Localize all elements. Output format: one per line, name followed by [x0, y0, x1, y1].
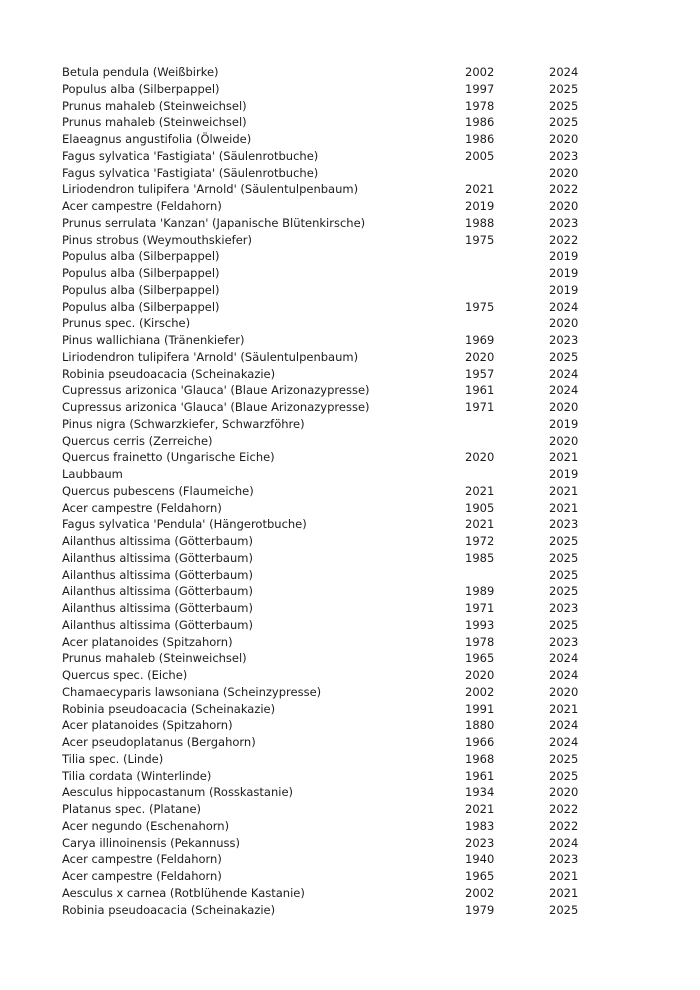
- year-start: [465, 248, 549, 265]
- list-item: [62, 131, 700, 148]
- list-item: [62, 684, 700, 701]
- year-end: 2021: [549, 885, 579, 900]
- year-start: 2002: [465, 684, 495, 699]
- year-end: 2021: [549, 500, 579, 515]
- list-item: [62, 81, 700, 98]
- year-start: [465, 466, 549, 483]
- list-item: [62, 868, 700, 885]
- year-end: 2025: [549, 81, 579, 96]
- year-end: 2020: [549, 132, 579, 146]
- year-end: 2020: [549, 199, 579, 213]
- list-item: [62, 583, 700, 600]
- year-end: 2025: [549, 98, 579, 113]
- year-start: [465, 265, 549, 282]
- year-start: 2002: [465, 65, 495, 79]
- list-item: [62, 315, 700, 332]
- year-start: 1905: [465, 500, 495, 515]
- species-name: Quercus cerris (Zerreiche): [62, 433, 213, 448]
- year-end: 2022: [549, 818, 579, 833]
- list-item: [62, 416, 700, 433]
- year-start: 1979: [465, 902, 495, 917]
- year-end: 2023: [549, 601, 579, 615]
- year-start: [465, 282, 549, 299]
- list-item: [62, 650, 700, 667]
- year-end: 2024: [549, 735, 579, 749]
- list-item: [62, 734, 700, 751]
- year-end: 2020: [549, 316, 579, 331]
- list-item: [62, 148, 700, 165]
- species-name: Populus alba (Silberpappel): [62, 266, 220, 280]
- species-name: Robinia pseudoacacia (Scheinakazie): [62, 366, 276, 381]
- year-end: 2023: [549, 333, 579, 347]
- year-start: 1983: [465, 818, 495, 833]
- year-end: 2019: [549, 416, 579, 431]
- year-start: 2023: [465, 835, 495, 850]
- list-item: [62, 299, 700, 316]
- species-name: Populus alba (Silberpappel): [62, 249, 220, 264]
- species-name: Ailanthus altissima (Götterbaum): [62, 617, 253, 632]
- list-item: [62, 332, 700, 349]
- year-start: 2005: [465, 148, 495, 163]
- list-item: [62, 600, 700, 617]
- list-item: [62, 801, 700, 818]
- species-name: Prunus serrulata 'Kanzan' (Japanische Blütenkirsche): [62, 215, 366, 230]
- species-name: Betula pendula (Weißbirke): [62, 65, 219, 79]
- species-name: Robinia pseudoacacia (Scheinakazie): [62, 701, 276, 716]
- year-end: 2025: [549, 534, 579, 548]
- list-item: [62, 717, 700, 734]
- species-name: Acer campestre (Feldahorn): [62, 852, 222, 867]
- species-name: Acer platanoides (Spitzahorn): [62, 718, 233, 733]
- species-name: Tilia spec. (Linde): [62, 751, 164, 766]
- list-item: [62, 835, 700, 852]
- year-end: 2023: [549, 634, 579, 649]
- year-end: 2024: [549, 366, 579, 381]
- species-name: Acer pseudoplatanus (Bergahorn): [62, 735, 256, 749]
- list-item: [62, 114, 700, 131]
- list-item: [62, 751, 700, 768]
- species-name: Quercus pubescens (Flaumeiche): [62, 483, 254, 498]
- species-name: Cupressus arizonica 'Glauca' (Blaue Arizonazypresse): [62, 383, 370, 398]
- year-start: 2020: [465, 450, 495, 465]
- year-end: 2019: [549, 282, 579, 297]
- list-item: [62, 533, 700, 550]
- list-item: [62, 634, 700, 651]
- species-name: Ailanthus altissima (Götterbaum): [62, 534, 253, 548]
- list-item: [62, 399, 700, 416]
- species-name: Populus alba (Silberpappel): [62, 299, 220, 314]
- species-name: Pinus nigra (Schwarzkiefer, Schwarzföhre): [62, 416, 305, 431]
- year-start: 1940: [465, 852, 495, 867]
- year-start: 1934: [465, 785, 495, 800]
- list-item: [62, 198, 700, 215]
- year-start: 1965: [465, 869, 495, 883]
- list-item: [62, 818, 700, 835]
- year-end: 2024: [549, 835, 579, 850]
- year-start: [465, 567, 549, 584]
- year-start: 1965: [465, 651, 495, 666]
- year-end: 2024: [549, 383, 579, 398]
- year-start: 1978: [465, 634, 495, 649]
- year-end: 2021: [549, 869, 579, 883]
- year-end: 2022: [549, 182, 579, 197]
- species-name: Elaeagnus angustifolia (Ölweide): [62, 132, 252, 146]
- year-end: 2020: [549, 684, 579, 699]
- year-start: [465, 416, 549, 433]
- year-start: [465, 315, 549, 332]
- year-start: 2021: [465, 802, 495, 816]
- year-end: 2024: [549, 668, 579, 682]
- year-start: 1991: [465, 701, 495, 716]
- species-name: Aesculus x carnea (Rotblühende Kastanie): [62, 885, 305, 900]
- year-start: 1969: [465, 333, 495, 347]
- year-start: 1961: [465, 768, 495, 783]
- year-start: 2021: [465, 517, 495, 532]
- year-end: 2021: [549, 483, 579, 498]
- list-item: [62, 567, 700, 584]
- year-end: 2025: [549, 768, 579, 783]
- year-start: 1997: [465, 81, 495, 96]
- list-item: [62, 768, 700, 785]
- list-item: [62, 617, 700, 634]
- year-start: 1993: [465, 617, 495, 632]
- year-start: [465, 165, 549, 182]
- species-name: Acer platanoides (Spitzahorn): [62, 634, 233, 649]
- list-item: [62, 433, 700, 450]
- species-name: Acer campestre (Feldahorn): [62, 199, 222, 213]
- species-name: Aesculus hippocastanum (Rosskastanie): [62, 785, 294, 800]
- species-name: Platanus spec. (Platane): [62, 802, 202, 816]
- year-start: 1968: [465, 751, 495, 766]
- year-end: 2023: [549, 148, 579, 163]
- year-start: 1986: [465, 132, 495, 146]
- year-start: 1975: [465, 232, 495, 247]
- year-end: 2021: [549, 701, 579, 716]
- year-end: 2024: [549, 718, 579, 733]
- list-item: [62, 449, 700, 466]
- species-name: Ailanthus altissima (Götterbaum): [62, 550, 253, 565]
- year-end: 2020: [549, 165, 579, 180]
- species-name: Cupressus arizonica 'Glauca' (Blaue Arizonazypresse): [62, 400, 370, 414]
- year-end: 2025: [549, 115, 579, 130]
- year-end: 2019: [549, 249, 579, 264]
- year-start: 2020: [465, 668, 495, 682]
- list-item: [62, 550, 700, 567]
- year-start: 1880: [465, 718, 495, 733]
- list-item: [62, 902, 700, 919]
- species-name: Fagus sylvatica 'Fastigiata' (Säulenrotbuche): [62, 165, 319, 180]
- year-start: 1985: [465, 550, 495, 565]
- species-name: Fagus sylvatica 'Fastigiata' (Säulenrotbuche): [62, 148, 319, 163]
- year-end: 2023: [549, 215, 579, 230]
- year-end: 2025: [549, 902, 579, 917]
- year-start: 1957: [465, 366, 495, 381]
- list-item: [62, 215, 700, 232]
- year-end: 2025: [549, 751, 579, 766]
- year-end: 2025: [549, 349, 579, 364]
- species-name: Populus alba (Silberpappel): [62, 81, 220, 96]
- year-end: 2020: [549, 785, 579, 800]
- list-item: [62, 366, 700, 383]
- list-item: [62, 382, 700, 399]
- year-start: 1988: [465, 215, 495, 230]
- list-item: [62, 165, 700, 182]
- year-end: 2024: [549, 299, 579, 314]
- year-end: 2025: [549, 617, 579, 632]
- year-start: 1978: [465, 98, 495, 113]
- year-start: 2019: [465, 199, 495, 213]
- species-name: Robinia pseudoacacia (Scheinakazie): [62, 902, 276, 917]
- list-item: [62, 667, 700, 684]
- list-item: [62, 701, 700, 718]
- species-name: Prunus mahaleb (Steinweichsel): [62, 98, 247, 113]
- year-end: 2024: [549, 65, 579, 79]
- list-item: [62, 64, 700, 81]
- list-item: [62, 265, 700, 282]
- species-name: Fagus sylvatica 'Pendula' (Hängerotbuche): [62, 517, 307, 532]
- year-end: 2023: [549, 852, 579, 867]
- species-name: Ailanthus altissima (Götterbaum): [62, 584, 253, 599]
- species-name: Prunus spec. (Kirsche): [62, 316, 191, 331]
- species-name: Prunus mahaleb (Steinweichsel): [62, 651, 247, 666]
- year-start: 1966: [465, 735, 495, 749]
- species-name: Populus alba (Silberpappel): [62, 282, 220, 297]
- species-name: Acer negundo (Eschenahorn): [62, 818, 230, 833]
- list-item: [62, 483, 700, 500]
- year-start: 1971: [465, 400, 495, 414]
- species-name: Carya illinoinensis (Pekannuss): [62, 835, 241, 850]
- year-start: 1989: [465, 584, 495, 599]
- species-name: Liriodendron tulipifera 'Arnold' (Säulentulpenbaum): [62, 182, 359, 197]
- year-start: 2021: [465, 483, 495, 498]
- species-name: Chamaecyparis lawsoniana (Scheinzypresse): [62, 684, 322, 699]
- year-start: [465, 433, 549, 450]
- species-name: Tilia cordata (Winterlinde): [62, 768, 212, 783]
- year-start: 1986: [465, 115, 495, 130]
- list-item: [62, 500, 700, 517]
- species-name: Ailanthus altissima (Götterbaum): [62, 601, 253, 615]
- species-name: Pinus strobus (Weymouthskiefer): [62, 232, 252, 247]
- year-start: 2020: [465, 349, 495, 364]
- list-item: [62, 282, 700, 299]
- year-end: 2023: [549, 517, 579, 532]
- list-item: [62, 232, 700, 249]
- year-start: 1975: [465, 299, 495, 314]
- year-end: 2020: [549, 433, 579, 448]
- year-end: 2022: [549, 802, 579, 816]
- list-item: [62, 885, 700, 902]
- year-start: 1972: [465, 534, 495, 548]
- species-name: Prunus mahaleb (Steinweichsel): [62, 115, 247, 130]
- year-end: 2022: [549, 232, 579, 247]
- year-end: 2025: [549, 567, 579, 582]
- list-item: [62, 248, 700, 265]
- year-start: 1961: [465, 383, 495, 398]
- year-end: 2019: [549, 467, 579, 481]
- list-item: [62, 784, 700, 801]
- list-item: [62, 466, 700, 483]
- year-end: 2024: [549, 651, 579, 666]
- species-name: Ailanthus altissima (Götterbaum): [62, 567, 253, 582]
- species-name: Pinus wallichiana (Tränenkiefer): [62, 333, 245, 347]
- tree-list: [62, 64, 700, 918]
- species-name: Quercus frainetto (Ungarische Eiche): [62, 450, 275, 465]
- list-item: [62, 851, 700, 868]
- year-end: 2021: [549, 450, 579, 465]
- species-name: Quercus spec. (Eiche): [62, 668, 188, 682]
- list-item: [62, 516, 700, 533]
- year-end: 2025: [549, 550, 579, 565]
- year-start: 1971: [465, 601, 495, 615]
- year-end: 2019: [549, 266, 579, 280]
- year-end: 2025: [549, 584, 579, 599]
- year-start: 2002: [465, 885, 495, 900]
- year-start: 2021: [465, 182, 495, 197]
- species-name: Acer campestre (Feldahorn): [62, 869, 222, 883]
- list-item: [62, 98, 700, 115]
- species-name: Liriodendron tulipifera 'Arnold' (Säulentulpenbaum): [62, 349, 359, 364]
- year-end: 2020: [549, 400, 579, 414]
- species-name: Laubbaum: [62, 467, 123, 481]
- list-item: [62, 349, 700, 366]
- list-item: [62, 181, 700, 198]
- species-name: Acer campestre (Feldahorn): [62, 500, 222, 515]
